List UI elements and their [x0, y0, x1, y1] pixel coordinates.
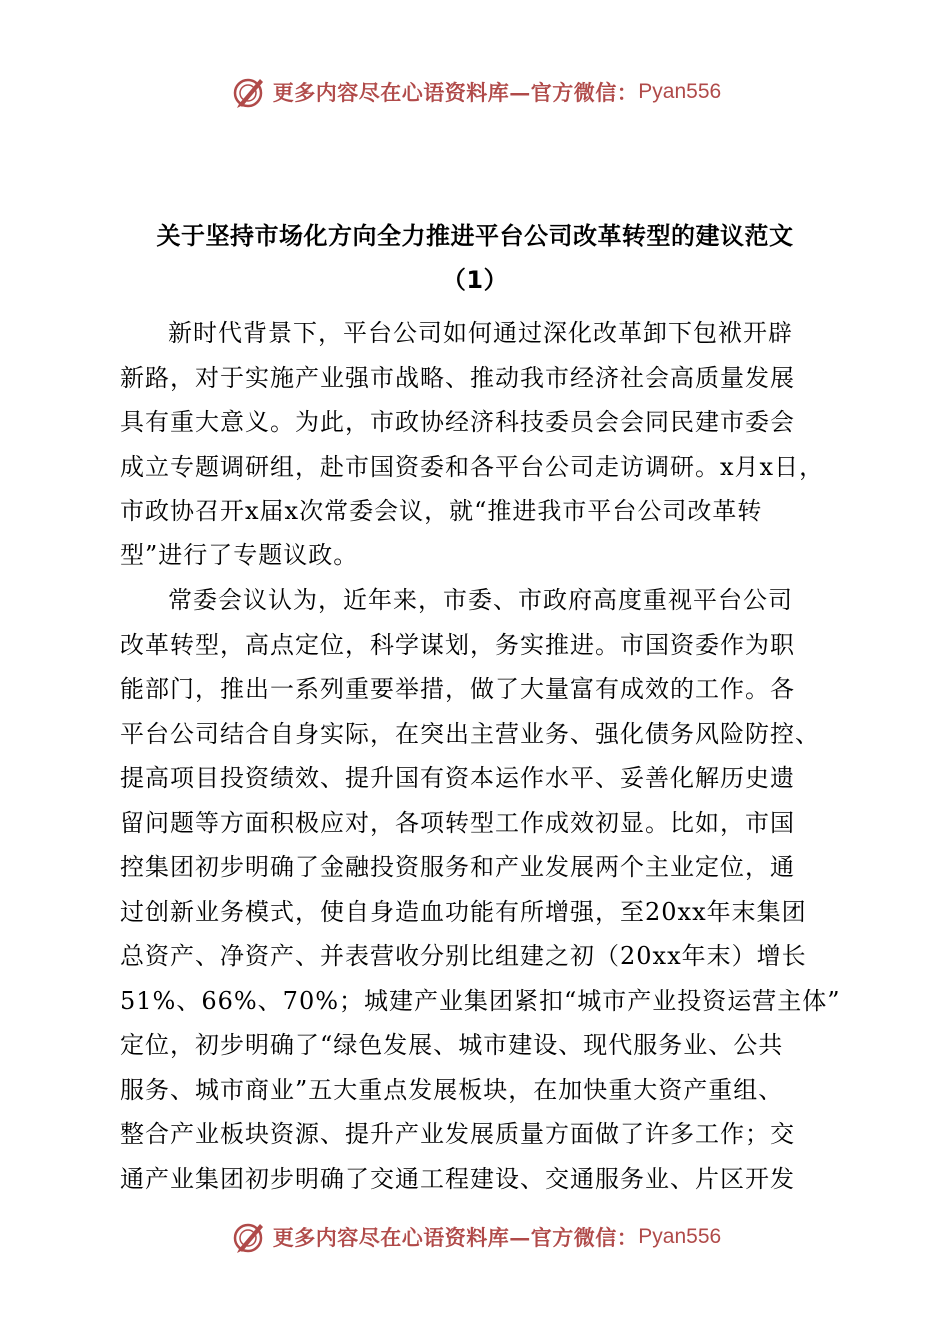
document-title-line-1: 关于坚持市场化方向全力推进平台公司改革转型的建议范文 — [156, 222, 794, 250]
text-line: 整合产业板块资源、提升产业发展质量方面做了许多工作；交 — [120, 1120, 795, 1148]
text-line: 控集团初步明确了金融投资服务和产业发展两个主业定位，通 — [120, 853, 795, 881]
text-line: 型”进行了专题议政。 — [120, 541, 359, 569]
text-line: 过创新业务模式，使自身造血功能有所增强，至20xx年末集团 — [120, 898, 807, 926]
pen-seal-logo-icon — [229, 1217, 269, 1257]
text-line: 定位，初步明确了“绿色发展、城市建设、现代服务业、公共 — [120, 1031, 784, 1059]
footer-banner — [0, 1215, 950, 1259]
text-line: 新路，对于实施产业强市战略、推动我市经济社会高质量发展 — [120, 364, 795, 392]
footer-banner-text: 更多内容尽在心语资料库—官方微信： — [272, 1225, 639, 1250]
text-line: 改革转型，高点定位，科学谋划，务实推进。市国资委作为职 — [120, 631, 795, 659]
text-line: 通产业集团初步明确了交通工程建设、交通服务业、片区开发 — [120, 1165, 795, 1193]
text-line: 51%、66%、70%；城建产业集团紧扣“城市产业投资运营主体” — [120, 987, 841, 1015]
text-line: 新时代背景下，平台公司如何通过深化改革卸下包袱开辟 — [168, 319, 793, 347]
pen-seal-logo-icon — [229, 72, 269, 112]
header-banner-text: 更多内容尽在心语资料库—官方微信： — [272, 80, 639, 105]
text-line: 总资产、净资产、并表营收分别比组建之初（20xx年末）增长 — [120, 942, 807, 970]
text-line: 能部门，推出一系列重要举措，做了大量富有成效的工作。各 — [120, 675, 795, 703]
document-title-line-2: （1） — [441, 266, 509, 294]
text-line: 提高项目投资绩效、提升国有资本运作水平、妥善化解历史遗 — [120, 764, 795, 792]
text-line: 具有重大意义。为此，市政协经济科技委员会会同民建市委会 — [120, 408, 795, 436]
header-wechat-id: Pyan556 — [638, 80, 722, 103]
text-line: 成立专题调研组，赴市国资委和各平台公司走访调研。x月x日， — [120, 453, 825, 481]
text-line: 市政协召开x届x次常委会议，就“推进我市平台公司改革转 — [120, 497, 763, 525]
text-line: 留问题等方面积极应对，各项转型工作成效初显。比如，市国 — [120, 809, 795, 837]
text-line: 常委会议认为，近年来，市委、市政府高度重视平台公司 — [168, 586, 793, 614]
text-line: 平台公司结合自身实际，在突出主营业务、强化债务风险防控、 — [120, 720, 820, 748]
text-line: 服务、城市商业”五大重点发展板块，在加快重大资产重组、 — [120, 1076, 784, 1104]
footer-wechat-id: Pyan556 — [638, 1225, 722, 1248]
header-banner — [0, 70, 950, 114]
